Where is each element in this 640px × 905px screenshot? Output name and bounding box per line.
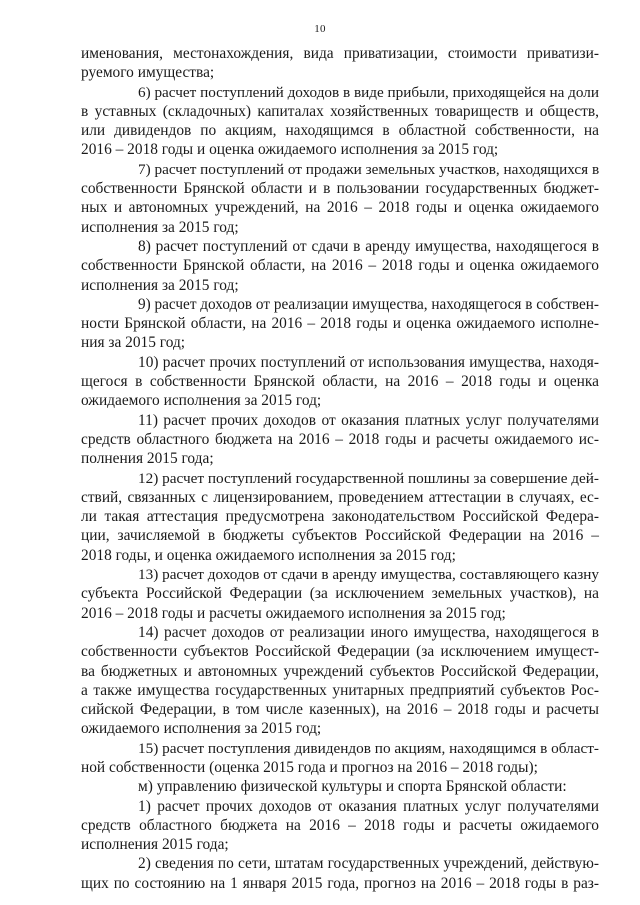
text-line: 2016 – 2018 годы и оценка ожидаемого исполнения за 2015 год; bbox=[81, 141, 499, 159]
text-line: средств областного бюджета на 2016 – 2018 годы и расчеты ожидаемого ис- bbox=[81, 430, 599, 448]
text-line: собственности Брянской области, на 2016 – 2018 годы и оценка ожидаемого bbox=[81, 257, 599, 275]
text-line: ния за 2015 год; bbox=[81, 334, 186, 352]
text-line: 12) расчет поступлений государственной пошлины за совершение дей- bbox=[138, 469, 600, 487]
text-line: 10) расчет прочих поступлений от использования имущества, находя- bbox=[138, 353, 599, 371]
text-line: исполнения за 2015 год; bbox=[81, 218, 239, 236]
text-line: 2) сведения по сети, штатам государственных учреждений, действую- bbox=[138, 855, 599, 873]
text-line: 11) расчет прочих доходов от оказания платных услуг получателями bbox=[138, 411, 599, 429]
text-line: ожидаемого исполнения за 2015 год; bbox=[81, 720, 322, 738]
text-line: 2016 – 2018 годы и расчеты ожидаемого исполнения за 2015 год; bbox=[81, 604, 506, 622]
text-line: руемого имущества; bbox=[81, 64, 215, 82]
text-line: 13) расчет доходов от сдачи в аренду имущества, составляющего казну bbox=[138, 566, 599, 584]
text-line: 8) расчет поступлений от сдачи в аренду имущества, находящегося в bbox=[138, 237, 599, 255]
text-line: 6) расчет поступлений доходов в виде прибыли, приходящейся на доли bbox=[138, 83, 599, 101]
text-line: щих по состоянию на 1 января 2015 года, прогноз на 2016 – 2018 годы в раз- bbox=[81, 874, 599, 892]
text-line: исполнения 2015 года; bbox=[81, 836, 229, 854]
text-line: субъекта Российской Федерации (за исключением земельных участков), на bbox=[81, 585, 599, 603]
text-line: средств областного бюджета на 2016 – 2018 годы и расчеты ожидаемого bbox=[81, 816, 599, 834]
text-line: а также имущества государственных унитарных предприятий субъектов Рос- bbox=[81, 681, 599, 699]
text-line: собственности субъектов Российской Федерации (за исключением имущест- bbox=[81, 643, 599, 661]
text-line: или дивидендов по акциям, находящимся в областной собственности, на bbox=[81, 122, 599, 140]
text-line: 1) расчет прочих доходов от оказания платных услуг получателями bbox=[138, 797, 599, 815]
text-line: именования, местонахождения, вида приватизации, стоимости приватизи- bbox=[81, 45, 599, 62]
text-line: собственности Брянской области и в пользовании государственных бюджет- bbox=[81, 180, 599, 198]
text-line: ва бюджетных и автономных учреждений субъектов Российской Федерации, bbox=[81, 662, 599, 680]
text-line: ных и автономных учреждений, на 2016 – 2018 годы и оценка ожидаемого bbox=[81, 199, 599, 217]
text-line: 9) расчет доходов от реализации имущества, находящегося в собствен- bbox=[138, 295, 599, 313]
text-line: в уставных (складочных) капиталах хозяйственных товариществ и обществ, bbox=[81, 102, 599, 120]
text-line: ции, зачисляемой в бюджеты субъектов Российской Федерации на 2016 – bbox=[81, 527, 599, 545]
text-line: ожидаемого исполнения за 2015 год; bbox=[81, 392, 322, 410]
text-line: ной собственности (оценка 2015 года и прогноз на 2016 – 2018 годы); bbox=[81, 758, 538, 776]
text-line: сийской Федерации, в том числе казенных), на 2016 – 2018 годы и расчеты bbox=[81, 701, 599, 719]
document-body bbox=[81, 44, 599, 893]
text-line: 2018 годы, и оценка ожидаемого исполнения за 2015 год; bbox=[81, 546, 456, 564]
text-line: 7) расчет поступлений от продажи земельных участков, находящихся в bbox=[138, 160, 600, 178]
text-line: исполнения за 2015 год; bbox=[81, 276, 239, 294]
text-line: ли такая аттестация предусмотрена законодательством Российской Федера- bbox=[81, 508, 599, 526]
text-line: полнения 2015 года; bbox=[81, 450, 214, 468]
text-line: щегося в собственности Брянской области, на 2016 – 2018 годы и оценка bbox=[81, 373, 599, 391]
text-line: 14) расчет доходов от реализации иного имущества, находящегося в bbox=[138, 623, 599, 641]
text-line: 15) расчет поступления дивидендов по акциям, находящимся в област- bbox=[138, 739, 599, 757]
text-line: м) управлению физической культуры и спорта Брянской области: bbox=[138, 778, 567, 796]
text-line: ности Брянской области, на 2016 – 2018 годы и оценка ожидаемого исполне- bbox=[81, 315, 599, 333]
page-number: 10 bbox=[314, 23, 326, 35]
text-line: ствий, связанных с лицензированием, проведением аттестации в случаях, ес- bbox=[81, 488, 599, 506]
